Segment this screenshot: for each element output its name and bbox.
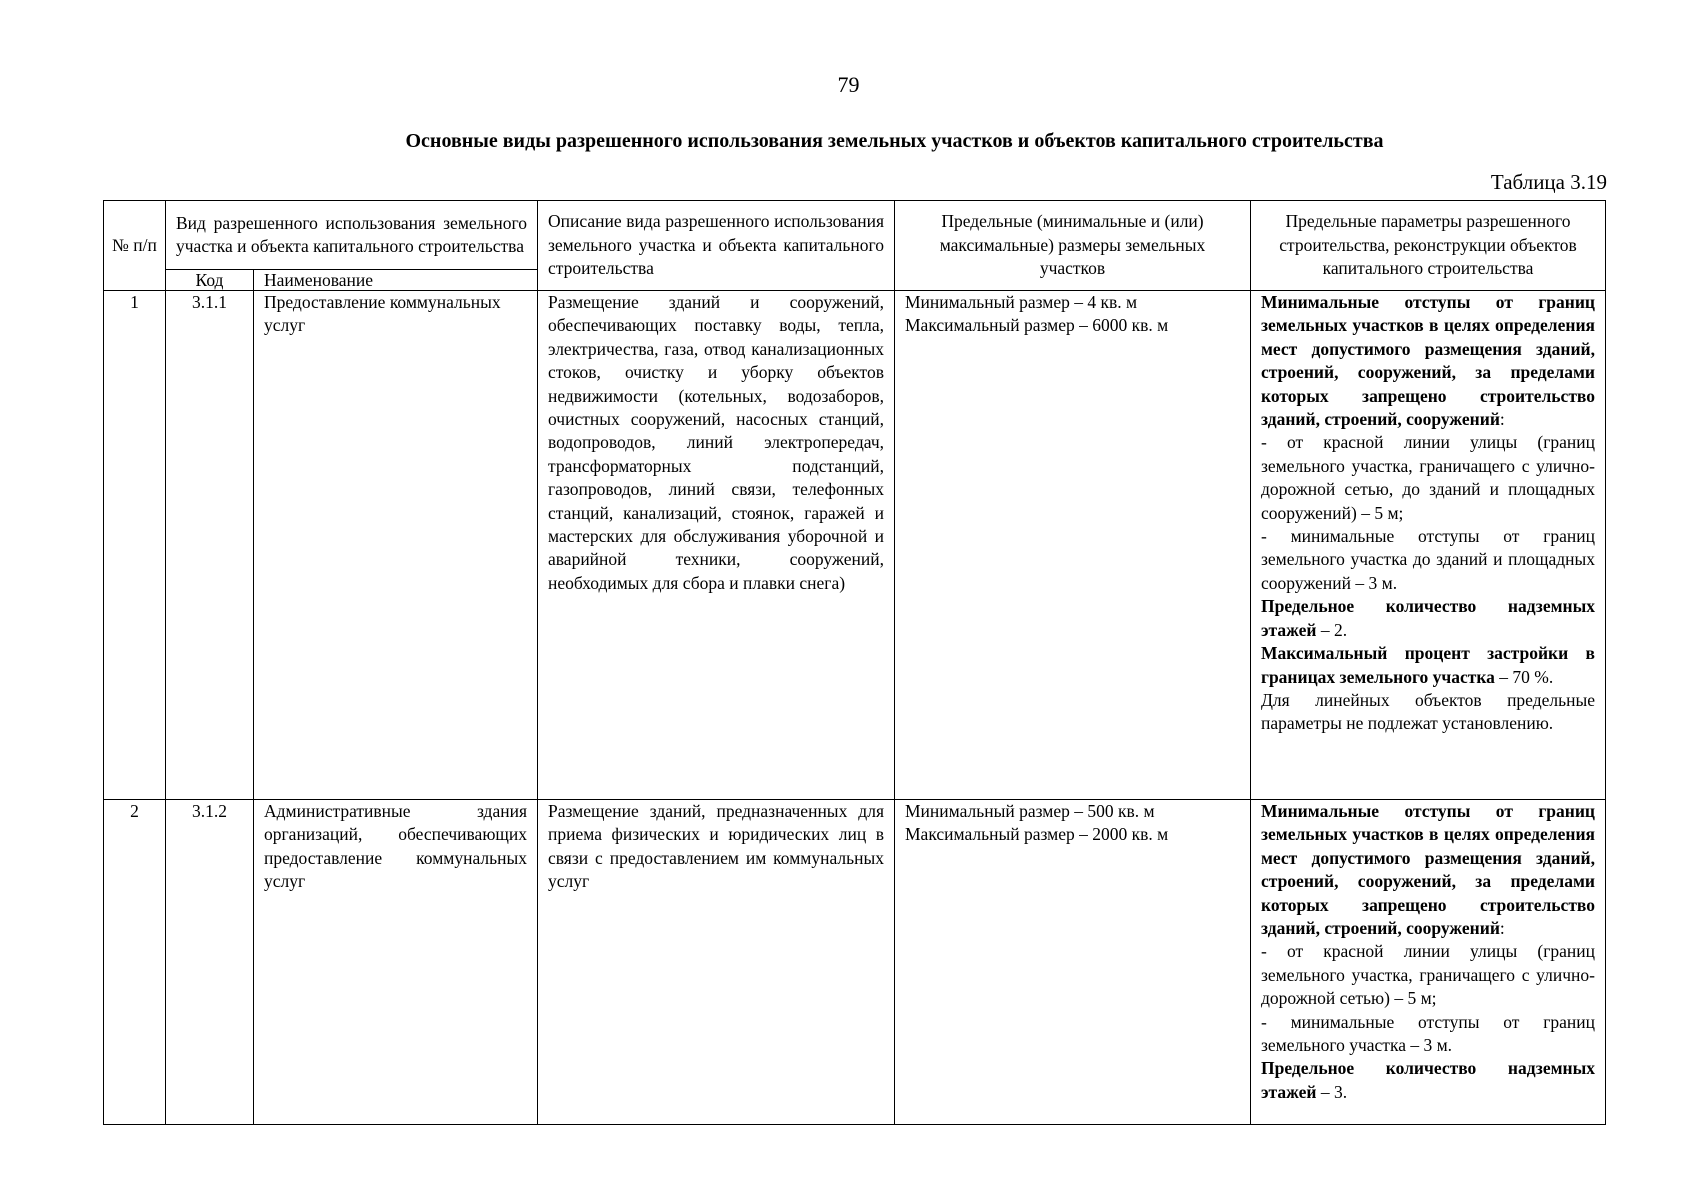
row-sizes <box>895 291 1251 800</box>
page-number: 79 <box>837 72 860 97</box>
land-use-table <box>103 200 1606 1125</box>
size-max: Максимальный размер – 6000 кв. м <box>905 315 1169 336</box>
floors-value: – 3. <box>1316 1081 1348 1102</box>
setback-boundary: - минимальные отступы от границ земельного участка до зданий и площадных сооружений – 3 м. <box>1261 526 1595 593</box>
row-params <box>1251 291 1606 800</box>
row-sizes <box>895 800 1251 1125</box>
floors-value: – 2. <box>1316 619 1348 640</box>
row-name: Предоставление коммунальных услуг <box>254 291 538 800</box>
header-sizes: Предельные (минимальные и (или) максимальные) размеры земельных участков <box>895 201 1251 291</box>
header-description: Описание вида разрешенного использования земельного участка и объекта капитального строительства <box>538 201 895 291</box>
setback-red-line: - от красной линии улицы (границ земельного участка, граничащего с улично-дорожной сетью) – 5 м; <box>1261 941 1595 1009</box>
setback-boundary: - минимальные отступы от границ земельного участка – 3 м. <box>1261 1011 1595 1056</box>
setback-heading: Минимальные отступы от границ земельных участков в целях определения мест допустимого размещения зданий, строений, сооружений, за пределами которых запрещено строительство зданий, строений, сооружений <box>1261 292 1595 430</box>
row-description: Размещение зданий и сооружений, обеспечивающих поставку воды, тепла, электричества, газа, отвод канализационных стоков, очистку и уборку объектов недвижимости (котельных, водозаборов, очистных сооружений, насосных станций, водопроводов, линий электропередач, трансформаторных подстанций, газопроводов, линий связи, телефонных станций, канализаций, стоянок, гаражей и мастерских для обслуживания уборочной и аварийной техники, сооружений, необходимых для сбора и плавки снега) <box>538 291 895 800</box>
header-name: Наименование <box>254 270 538 291</box>
row-code: 3.1.2 <box>166 800 254 1125</box>
setback-colon: : <box>1499 918 1505 939</box>
table-row <box>104 291 1606 800</box>
floors-heading: Предельное количество надземных этажей <box>1261 596 1595 640</box>
row-code: 3.1.1 <box>166 291 254 800</box>
size-max: Максимальный размер – 2000 кв. м <box>905 824 1169 845</box>
header-type-group: Вид разрешенного использования земельного участка и объекта капитального строительства <box>166 201 538 270</box>
header-code: Код <box>166 270 254 291</box>
row-params <box>1251 800 1606 1125</box>
setback-red-line: - от красной линии улицы (границ земельного участка, граничащего с улично-дорожной сетью, до зданий и площадных сооружений) – 5 м; <box>1261 432 1595 523</box>
size-min: Минимальный размер – 4 кв. м <box>905 292 1138 312</box>
row-num: 2 <box>104 800 166 1125</box>
setback-heading: Минимальные отступы от границ земельных участков в целях определения мест допустимого размещения зданий, строений, сооружений, за пределами которых запрещено строительство зданий, строений, сооружений <box>1261 801 1595 939</box>
table-header-row <box>104 201 1606 270</box>
size-min: Минимальный размер – 500 кв. м <box>905 801 1155 821</box>
row-name: Административные здания организаций, обеспечивающих предоставление коммунальных услуг <box>254 800 538 1125</box>
setback-colon: : <box>1499 409 1505 430</box>
coverage-heading: Максимальный процент застройки в границах земельного участка <box>1261 643 1595 687</box>
header-params: Предельные параметры разрешенного строительства, реконструкции объектов капитального строительства <box>1251 201 1606 291</box>
document-title: Основные виды разрешенного использования земельных участков и объектов капитального строительства <box>405 130 1384 152</box>
header-num: № п/п <box>104 201 166 291</box>
table-caption: Таблица 3.19 <box>1490 170 1607 194</box>
row-num: 1 <box>104 291 166 800</box>
floors-heading: Предельное количество надземных этажей <box>1261 1058 1595 1102</box>
linear-note: Для линейных объектов предельные параметры не подлежат установлению. <box>1261 689 1595 734</box>
row-description: Размещение зданий, предназначенных для приема физических и юридических лиц в связи с предоставлением им коммунальных услуг <box>538 800 895 1125</box>
coverage-value: – 70 %. <box>1494 666 1554 687</box>
table-row <box>104 800 1606 1125</box>
